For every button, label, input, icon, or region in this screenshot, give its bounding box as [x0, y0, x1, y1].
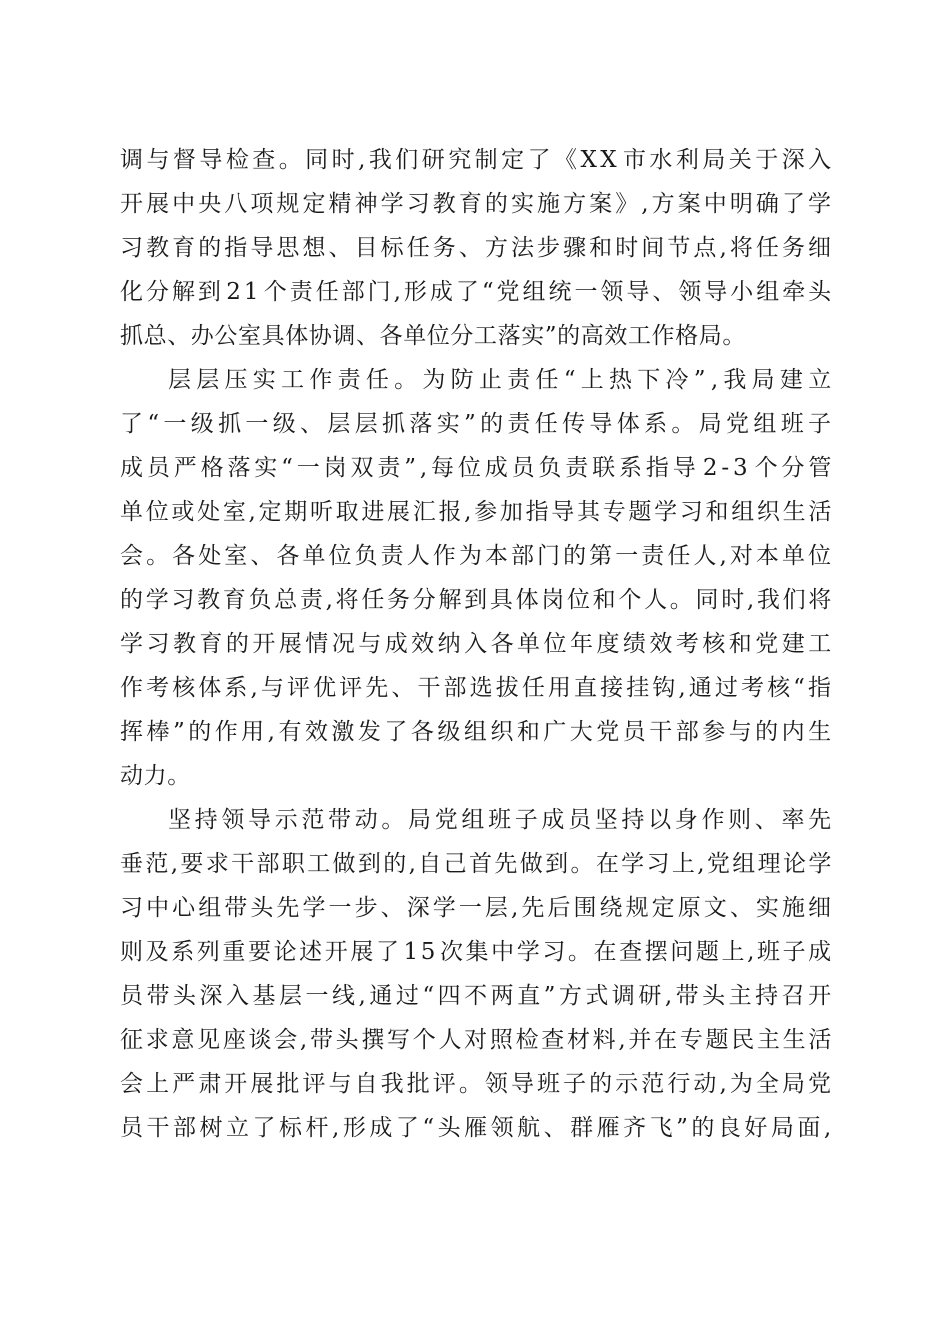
- text-line: 挥 棒 ” 的 作 用 , 有 效 激 发 了 各 级 组 织 和 广 大 党 员 干 部 参 与 的 内 生: [120, 719, 832, 745]
- text-line: 单 位 或 处 室 , 定 期 听 取 进 展 汇 报 , 参 加 指 导 其 专 题 学 习 和 组 织 生 活: [120, 499, 832, 525]
- text-line: 习 教 育 的 指 导 思 想 、 目 标 任 务 、 方 法 步 骤 和 时 间 节 点 , 将 任 务 细: [120, 235, 832, 261]
- text-line: 则 及 系 列 重 要 论 述 开 展 了 1 5 次 集 中 学 习 。 在 查 摆 问 题 上 , 班 子 成: [120, 939, 832, 965]
- body-text: [120, 138, 832, 1150]
- text-line: 化 分 解 到 2 1 个 责 任 部 门 , 形 成 了 “ 党 组 统 一 领 导 、 领 导 小 组 牵 头: [120, 279, 832, 305]
- text-line: 抓总、办公室具体协调、各单位分工落实”的高效工作格局。: [120, 323, 746, 349]
- paragraph-heading-line: 层 层 压 实 工 作 责 任 。 为 防 止 责 任 “ 上 热 下 冷 ” , 我 局 建 立: [168, 367, 832, 393]
- text-line: 开 展 中 央 八 项 规 定 精 神 学 习 教 育 的 实 施 方 案 》 , 方 案 中 明 确 了 学: [120, 191, 832, 217]
- text-line: 调 与 督 导 检 查 。 同 时 , 我 们 研 究 制 定 了 《 X X 市 水 利 局 关 于 深 入: [120, 147, 832, 173]
- text-line: 垂 范 , 要 求 干 部 职 工 做 到 的 , 自 己 首 先 做 到 。 在 学 习 上 , 党 组 理 论 学: [120, 851, 832, 877]
- text-line: 会 。 各 处 室 、 各 单 位 负 责 人 作 为 本 部 门 的 第 一 责 任 人 , 对 本 单 位: [120, 543, 832, 569]
- text-line: 征 求 意 见 座 谈 会 , 带 头 撰 写 个 人 对 照 检 查 材 料 , 并 在 专 题 民 主 生 活: [120, 1027, 832, 1053]
- text-line: 员 干 部 树 立 了 标 杆 , 形 成 了 “ 头 雁 领 航 、 群 雁 齐 飞 ” 的 良 好 局 面 ,: [120, 1115, 832, 1141]
- text-line: 成 员 严 格 落 实 “ 一 岗 双 责 ” , 每 位 成 员 负 责 联 系 指 导 2 - 3 个 分 管: [120, 455, 832, 481]
- text-line: 作 考 核 体 系 , 与 评 优 评 先 、 干 部 选 拔 任 用 直 接 挂 钩 , 通 过 考 核 “ 指: [120, 675, 832, 701]
- text-line: 会 上 严 肃 开 展 批 评 与 自 我 批 评 。 领 导 班 子 的 示 范 行 动 , 为 全 局 党: [120, 1071, 832, 1097]
- text-line: 学 习 教 育 的 开 展 情 况 与 成 效 纳 入 各 单 位 年 度 绩 效 考 核 和 党 建 工: [120, 631, 832, 657]
- text-line: 员 带 头 深 入 基 层 一 线 , 通 过 “ 四 不 两 直 ” 方 式 调 研 , 带 头 主 持 召 开: [120, 983, 832, 1009]
- text-line: 的 学 习 教 育 负 总 责 , 将 任 务 分 解 到 具 体 岗 位 和 个 人 。 同 时 , 我 们 将: [120, 587, 832, 613]
- text-line: 动力。: [120, 763, 191, 789]
- text-line: 了 “ 一 级 抓 一 级 、 层 层 抓 落 实 ” 的 责 任 传 导 体 系 。 局 党 组 班 子: [120, 411, 832, 437]
- text-line: 习 中 心 组 带 头 先 学 一 步 、 深 学 一 层 , 先 后 围 绕 规 定 原 文 、 实 施 细: [120, 895, 832, 921]
- paragraph-heading-line: 坚 持 领 导 示 范 带 动 。 局 党 组 班 子 成 员 坚 持 以 身 作 则 、 率 先: [168, 807, 832, 833]
